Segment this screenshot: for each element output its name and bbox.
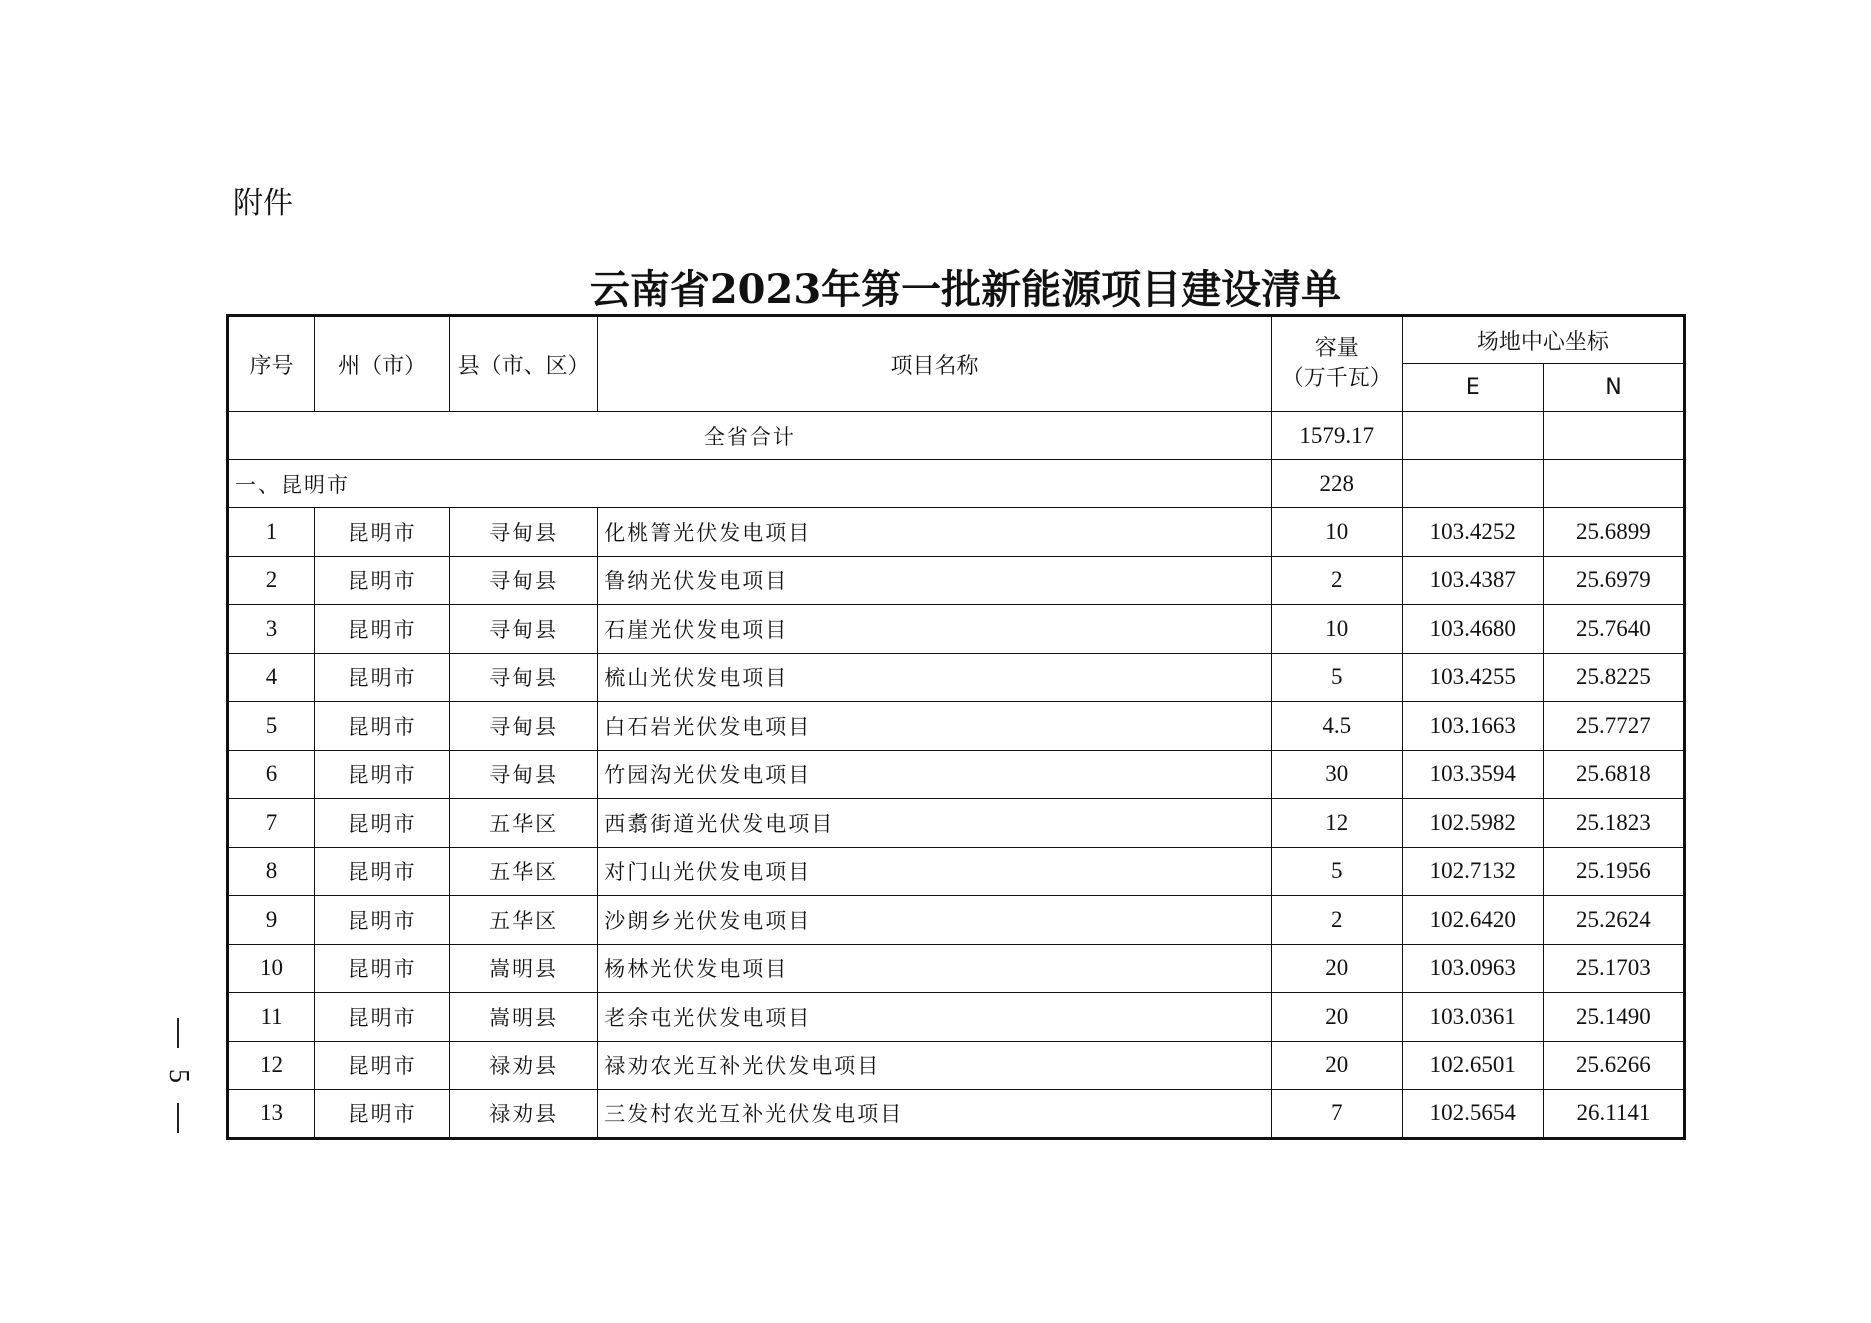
row-prefecture: 昆明市 [315,653,450,702]
page-number-value: 5 [163,1068,194,1083]
row-seq: 12 [228,1041,315,1090]
row-prefecture: 昆明市 [315,556,450,605]
row-seq: 2 [228,556,315,605]
row-prefecture: 昆明市 [315,847,450,896]
row-prefecture: 昆明市 [315,944,450,993]
table-row [228,653,1685,702]
row-n: 26.1141 [1543,1090,1684,1139]
row-e: 102.6420 [1402,896,1543,945]
row-county: 寻甸县 [450,702,598,751]
row-capacity: 5 [1271,847,1402,896]
row-project-name: 梳山光伏发电项目 [598,653,1271,702]
row-project-name: 禄劝农光互补光伏发电项目 [598,1041,1271,1090]
table-row [228,556,1685,605]
header-seq: 序号 [228,316,315,412]
table-row [228,605,1685,654]
row-prefecture: 昆明市 [315,993,450,1042]
header-project: 项目名称 [598,316,1271,412]
table-row [228,1041,1685,1090]
section-row [228,460,1685,508]
row-prefecture: 昆明市 [315,508,450,557]
row-e: 103.4680 [1402,605,1543,654]
table-row [228,702,1685,751]
row-capacity: 20 [1271,944,1402,993]
section-label: 一、昆明市 [228,460,1272,508]
row-project-name: 沙朗乡光伏发电项目 [598,896,1271,945]
row-prefecture: 昆明市 [315,702,450,751]
header-capacity-line1: 容量 [1314,336,1359,361]
table-row [228,799,1685,848]
row-seq: 11 [228,993,315,1042]
table-row [228,896,1685,945]
table-row [228,847,1685,896]
table-row [228,944,1685,993]
row-n: 25.6979 [1543,556,1684,605]
row-n: 25.6818 [1543,750,1684,799]
row-capacity: 12 [1271,799,1402,848]
row-county: 五华区 [450,847,598,896]
row-seq: 3 [228,605,315,654]
header-capacity [1271,316,1402,412]
row-n: 25.8225 [1543,653,1684,702]
row-n: 25.2624 [1543,896,1684,945]
row-county: 寻甸县 [450,750,598,799]
page-dash-bottom [177,1103,179,1133]
row-prefecture: 昆明市 [315,799,450,848]
row-seq: 6 [228,750,315,799]
table-row [228,750,1685,799]
row-capacity: 30 [1271,750,1402,799]
row-county: 寻甸县 [450,508,598,557]
row-e: 103.3594 [1402,750,1543,799]
table-row [228,993,1685,1042]
row-project-name: 白石岩光伏发电项目 [598,702,1271,751]
row-capacity: 2 [1271,556,1402,605]
row-e: 103.4252 [1402,508,1543,557]
row-county: 寻甸县 [450,653,598,702]
row-seq: 5 [228,702,315,751]
row-seq: 1 [228,508,315,557]
row-county: 禄劝县 [450,1090,598,1139]
row-capacity: 10 [1271,605,1402,654]
row-capacity: 20 [1271,993,1402,1042]
row-county: 寻甸县 [450,556,598,605]
row-e: 103.4387 [1402,556,1543,605]
total-row [228,412,1685,460]
row-seq: 10 [228,944,315,993]
row-seq: 13 [228,1090,315,1139]
row-capacity: 4.5 [1271,702,1402,751]
row-n: 25.6266 [1543,1041,1684,1090]
row-project-name: 西翥街道光伏发电项目 [598,799,1271,848]
page-title: 云南省2023年第一批新能源项目建设清单 [589,266,1342,313]
project-table [226,314,1686,1140]
row-project-name: 杨林光伏发电项目 [598,944,1271,993]
row-project-name: 鲁纳光伏发电项目 [598,556,1271,605]
row-seq: 7 [228,799,315,848]
row-n: 25.1823 [1543,799,1684,848]
row-project-name: 对门山光伏发电项目 [598,847,1271,896]
row-county: 嵩明县 [450,993,598,1042]
row-capacity: 2 [1271,896,1402,945]
header-county: 县（市、区） [450,316,598,412]
total-capacity: 1579.17 [1271,412,1402,460]
header-coords: 场地中心坐标 [1402,316,1684,364]
row-n: 25.6899 [1543,508,1684,557]
header-e: E [1402,364,1543,412]
header-prefecture: 州（市） [315,316,450,412]
section-n [1543,460,1684,508]
total-n [1543,412,1684,460]
row-capacity: 10 [1271,508,1402,557]
row-seq: 8 [228,847,315,896]
row-e: 103.0963 [1402,944,1543,993]
page-dash-top [177,1018,179,1048]
row-e: 102.5982 [1402,799,1543,848]
row-prefecture: 昆明市 [315,605,450,654]
row-n: 25.1956 [1543,847,1684,896]
row-county: 五华区 [450,896,598,945]
row-project-name: 化桃箐光伏发电项目 [598,508,1271,557]
row-prefecture: 昆明市 [315,896,450,945]
header-n: N [1543,364,1684,412]
row-e: 102.5654 [1402,1090,1543,1139]
row-capacity: 5 [1271,653,1402,702]
row-prefecture: 昆明市 [315,750,450,799]
row-e: 102.7132 [1402,847,1543,896]
row-e: 103.4255 [1402,653,1543,702]
row-n: 25.1490 [1543,993,1684,1042]
section-capacity: 228 [1271,460,1402,508]
row-seq: 9 [228,896,315,945]
row-project-name: 三发村农光互补光伏发电项目 [598,1090,1271,1139]
row-e: 103.0361 [1402,993,1543,1042]
row-project-name: 石崖光伏发电项目 [598,605,1271,654]
row-n: 25.1703 [1543,944,1684,993]
row-county: 寻甸县 [450,605,598,654]
row-county: 禄劝县 [450,1041,598,1090]
section-e [1402,460,1543,508]
row-project-name: 老余屯光伏发电项目 [598,993,1271,1042]
table-row [228,1090,1685,1139]
page-number [160,1018,196,1133]
row-n: 25.7640 [1543,605,1684,654]
attachment-label: 附件 [233,186,293,221]
row-project-name: 竹园沟光伏发电项目 [598,750,1271,799]
row-e: 102.6501 [1402,1041,1543,1090]
row-capacity: 7 [1271,1090,1402,1139]
header-capacity-line2: （万千瓦） [1281,366,1392,391]
table-row [228,508,1685,557]
row-e: 103.1663 [1402,702,1543,751]
row-county: 五华区 [450,799,598,848]
row-n: 25.7727 [1543,702,1684,751]
row-county: 嵩明县 [450,944,598,993]
row-prefecture: 昆明市 [315,1090,450,1139]
row-prefecture: 昆明市 [315,1041,450,1090]
total-label: 全省合计 [228,412,1272,460]
row-capacity: 20 [1271,1041,1402,1090]
total-e [1402,412,1543,460]
row-seq: 4 [228,653,315,702]
